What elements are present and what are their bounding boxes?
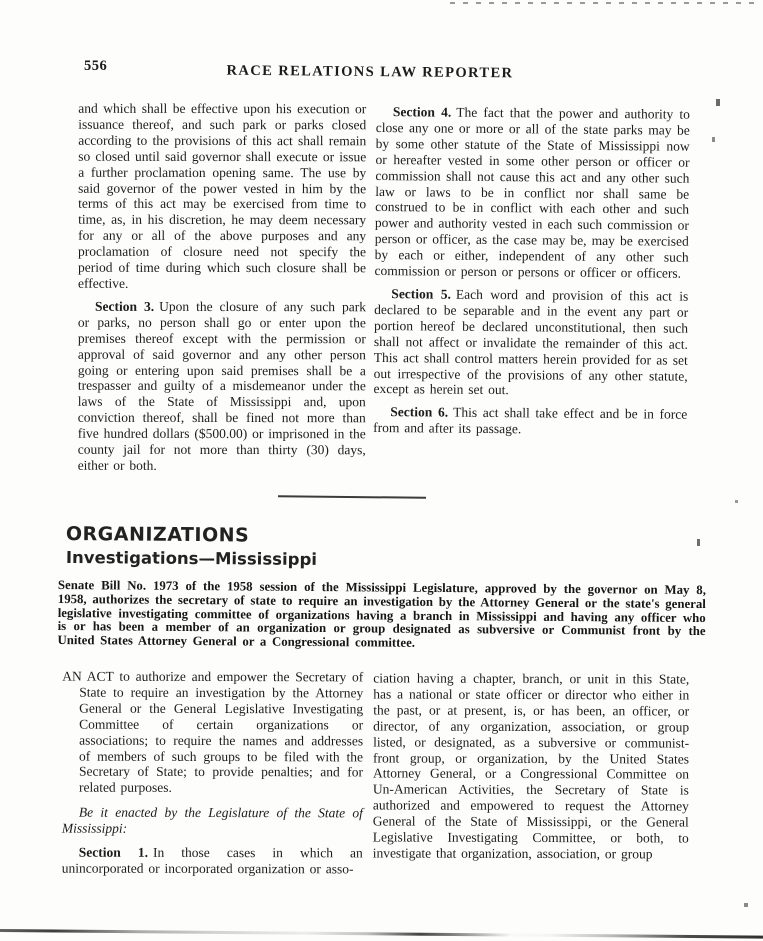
- section-4-label: Section 4.: [392, 104, 452, 120]
- section-1-paragraph: [62, 845, 363, 878]
- section-3-paragraph: [78, 299, 366, 474]
- bottom-right-column: [373, 670, 690, 869]
- section-1-text: In those cases in which an unincorporated or incorporated organization or asso-: [61, 844, 363, 877]
- page-number: 556: [84, 58, 108, 74]
- section-5-label: Section 5.: [391, 286, 451, 302]
- scan-speck: [716, 99, 720, 106]
- enacting-clause: Be it enacted by the Legislature of the State of Mississippi:: [61, 804, 363, 836]
- section-6-label: Section 6.: [390, 404, 449, 420]
- article-subtitle: Investigations—Mississippi: [65, 548, 318, 569]
- section-6-text: This act shall take effect and be in force from and after its passage.: [373, 404, 688, 437]
- section-3-label: Section 3.: [94, 298, 155, 314]
- top-left-column: [78, 101, 367, 481]
- section-5-paragraph: [373, 286, 688, 400]
- section-3-text: Upon the closure of any such park or parks, no person shall go or enter upon the premises thereof except with the permission or approval of said governor and any other person going or entering upon said premises shall be a trespasser and guilty of a misdemeanor under the laws of the State of Mississippi and, upon conviction thereof, shall be fined not more than five hundred dollars ($500.00) or imprisoned in the county jail for not more than thirty (30) days, either or both.: [77, 298, 367, 473]
- section-divider-rule: [278, 495, 426, 499]
- section-5-text: Each word and provision of this act is declared to be separable and in the event any part or portion hereof be declared unconstitutional, then such shall not affect or invalidate the remainder of this act. This act shall control matters herein provided for as set out irrespective of the provisions of any other statute, except as herein set out.: [373, 286, 689, 398]
- bottom-left-column: [62, 669, 364, 885]
- article-title: ORGANIZATIONS: [65, 523, 250, 547]
- paragraph-text: and which shall be effective upon his execution or issuance thereof, and such park or parks closed according to the provisions of this act shall remain so closed until said governor shall execute or issue a further proclamation opening same. The use by said governor of the power vested in him by the terms of this act may be exercised from time to time, as, in his discretion, he may deem necessary for any or all of the above purposes and any proclamation of closure need not specify the period of time during which such closure shall be effective.: [78, 100, 367, 291]
- an-act-paragraph: AN ACT to authorize and empower the Secretary of State to require an investigation by the Attorney General or the General Legislative Investigating Committee of certain organizations or associations; to require the names and addresses of members of such groups to be filed with the Secretary of State; to provide penalties; and for related purposes.: [62, 668, 364, 796]
- section-1-continuation: ciation having a chapter, branch, or unit in this State, has a national or state officer or director who either in the past, or at present, is, or has been, an officer, or director, of any organization, association, or group listed, or designated, as a subversive or communist-front group, or organization, by the United States Attorney General, or a Congressional Committee on Un-American Activities, the Secretary of State is authorized and empowered to request the Attorney General of the State of Mississippi, or the General Legislative Investigating Committee, or both, to investigate that organization, association, or group: [372, 670, 690, 862]
- paragraph-continuation: [78, 101, 366, 292]
- scan-speck: [744, 903, 748, 907]
- running-head-title: RACE RELATIONS LAW REPORTER: [226, 62, 514, 82]
- scan-speck: [712, 137, 715, 142]
- scan-speck: [735, 500, 738, 503]
- scan-artifact-bottom-edge: [0, 929, 763, 939]
- scan-speck: [697, 539, 700, 546]
- top-right-column: [373, 104, 690, 446]
- headnote-summary: Senate Bill No. 1973 of the 1958 session of the Mississippi Legislature, approved by the governor on May 8, 1958, authorizes the secretary of state to require an investigation by the Attorney General or the state's general legislative investigating committee of organizations having a branch in Mississippi and having any officer who is or has been a member of an organization or group designated as subversive or Communist front by the United States Attorney General or a Congressional committee.: [57, 578, 706, 650]
- section-4-text: The fact that the power and authority to close any one or more or all of the state parks may be by some other statute of the State of Mississippi now or hereafter vested in some other person or officer or commission shall not cause this act and any other such law or laws to be in conflict nor shall same be construed to be in conflict with each other and such power and authority vested in each such commission or person or officer, as the case may be, may be exercised by each or either, independent of any other such commission or person or persons or officer or officers.: [374, 104, 690, 281]
- section-1-label: Section 1.: [78, 844, 149, 860]
- scan-artifact-dotted-line: [450, 2, 760, 4]
- section-4-paragraph: [374, 104, 690, 282]
- section-6-paragraph: [373, 404, 687, 439]
